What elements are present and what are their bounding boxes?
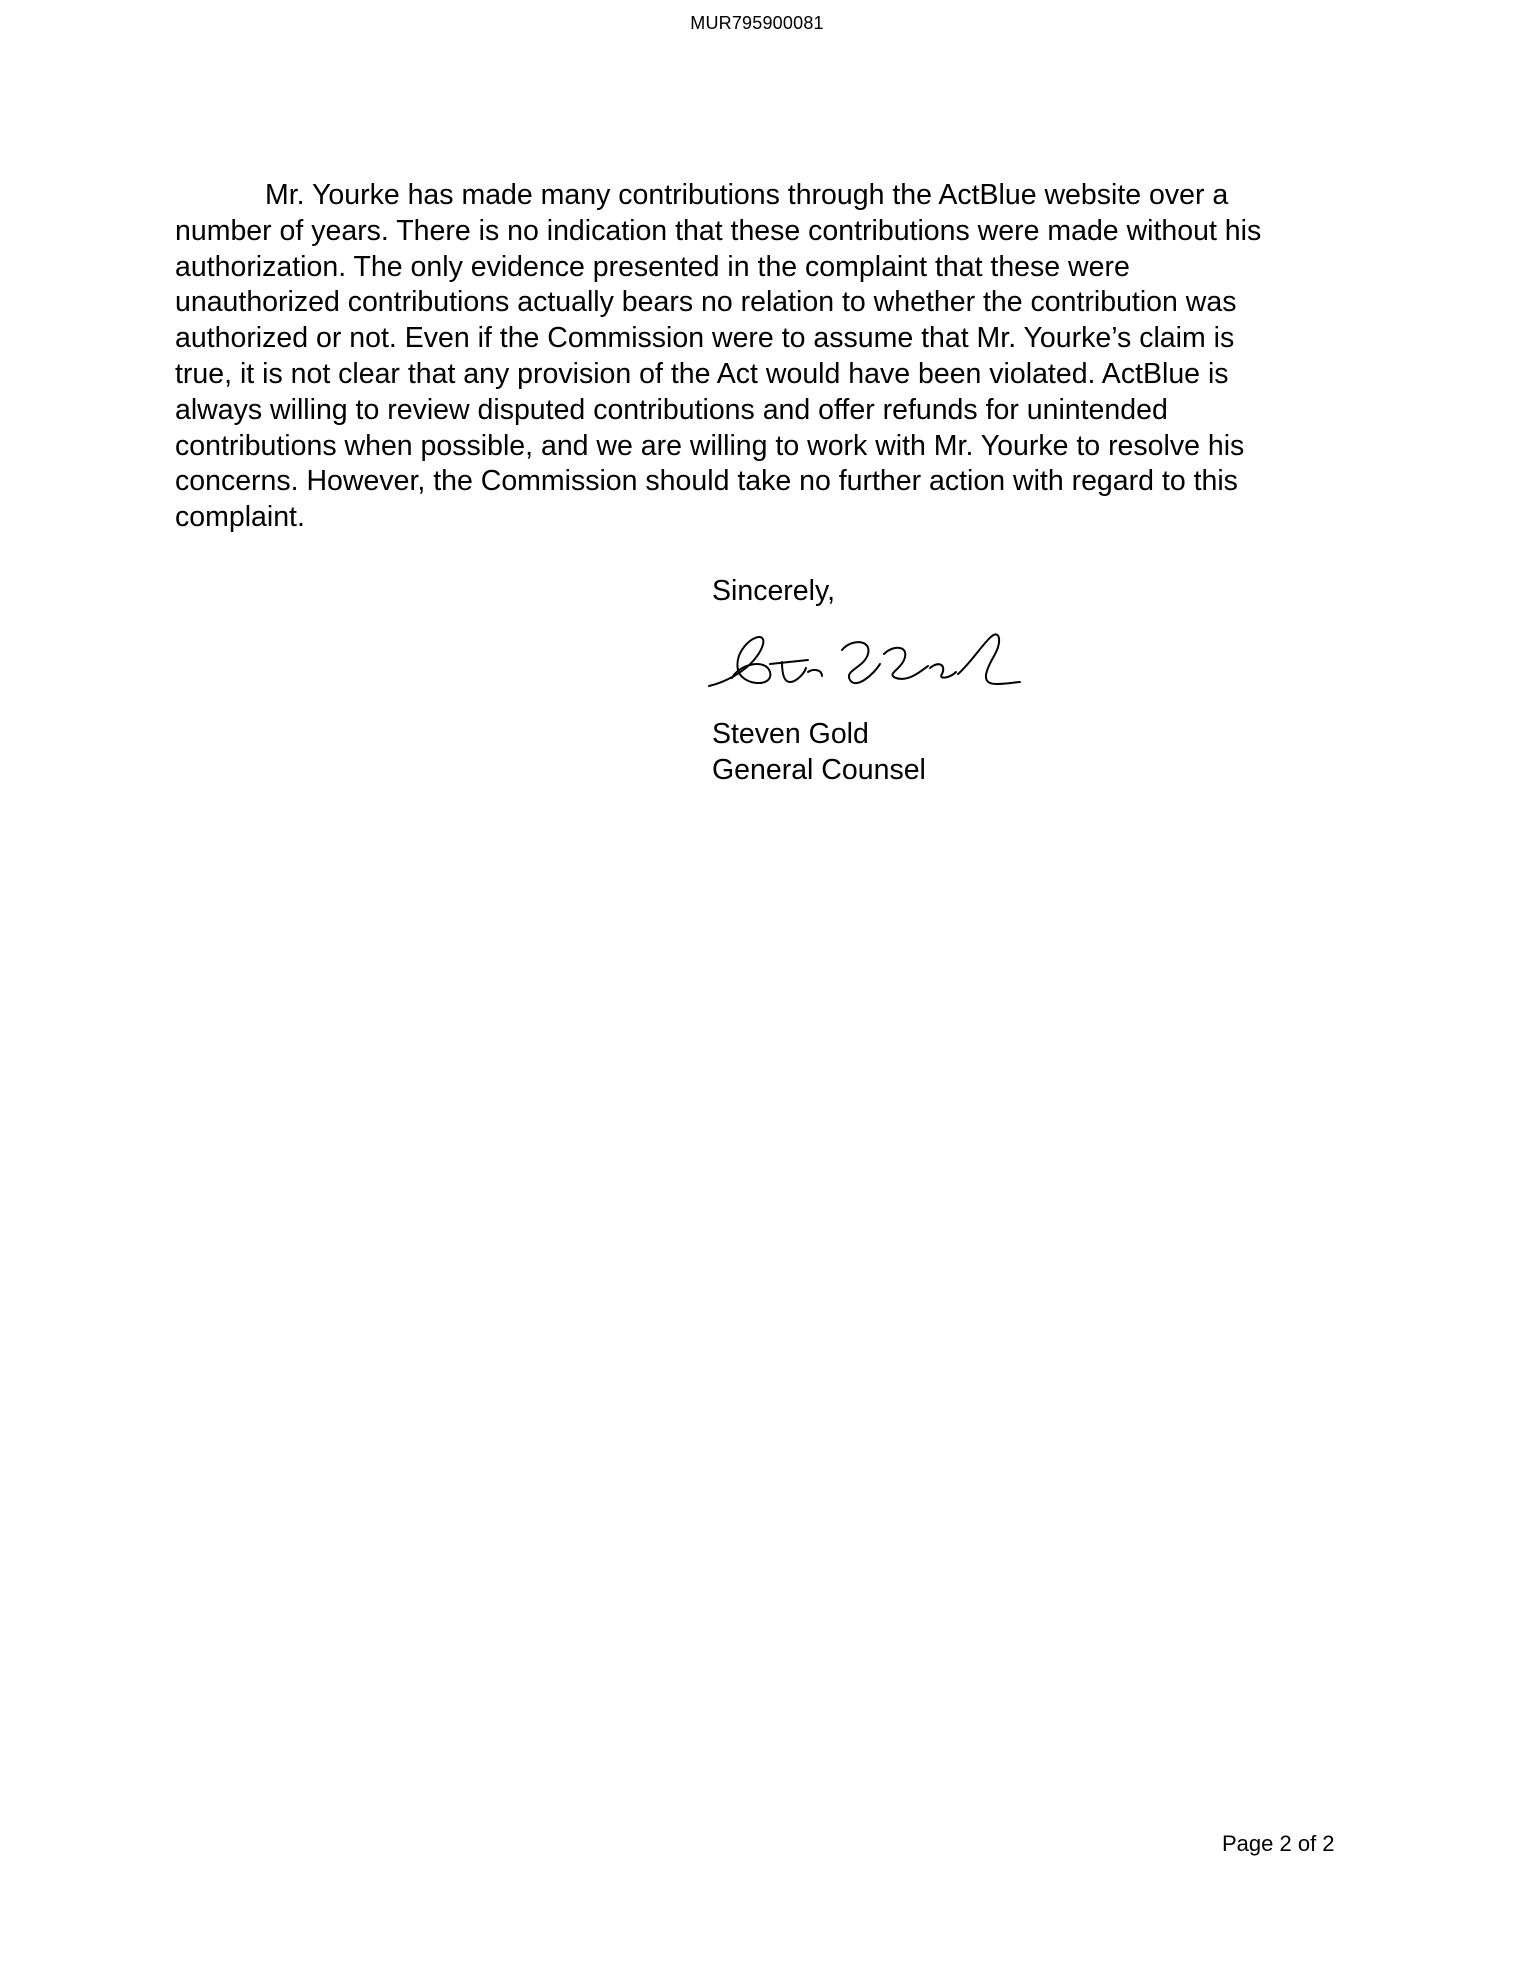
paragraph-line: unauthorized contributions actually bears no relation to whether the contribution was bbox=[175, 286, 1237, 319]
paragraph-line: concerns. However, the Commission should take no further action with regard to this bbox=[175, 465, 1238, 498]
paragraph-line: authorized or not. Even if the Commission were to assume that Mr. Yourke’s claim is bbox=[175, 322, 1235, 355]
paragraph-line: complaint. bbox=[175, 501, 305, 534]
paragraph-line: authorization. The only evidence presented in the complaint that these were bbox=[175, 250, 1130, 283]
paragraph-line: Mr. Yourke has made many contributions through the ActBlue website over a bbox=[265, 179, 1229, 211]
paragraph-line: contributions when possible, and we are willing to work with Mr. Yourke to resolve his bbox=[175, 429, 1245, 462]
signer-name: Steven Gold bbox=[712, 718, 869, 750]
letter-body-paragraph bbox=[175, 178, 1330, 536]
document-id: MUR795900081 bbox=[690, 13, 824, 33]
paragraph-line: number of years. There is no indication that these contributions were made without his bbox=[175, 214, 1262, 247]
letter-closing: Sincerely, bbox=[712, 575, 836, 607]
paragraph-line: always willing to review disputed contributions and offer refunds for unintended bbox=[175, 393, 1168, 426]
paragraph-line: true, it is not clear that any provision of the Act would have been violated. ActBlue is bbox=[175, 357, 1229, 390]
signer-title: General Counsel bbox=[712, 754, 926, 786]
page-number: Page 2 of 2 bbox=[1222, 1831, 1335, 1856]
handwritten-signature bbox=[704, 612, 1024, 702]
signer-block bbox=[712, 716, 926, 788]
